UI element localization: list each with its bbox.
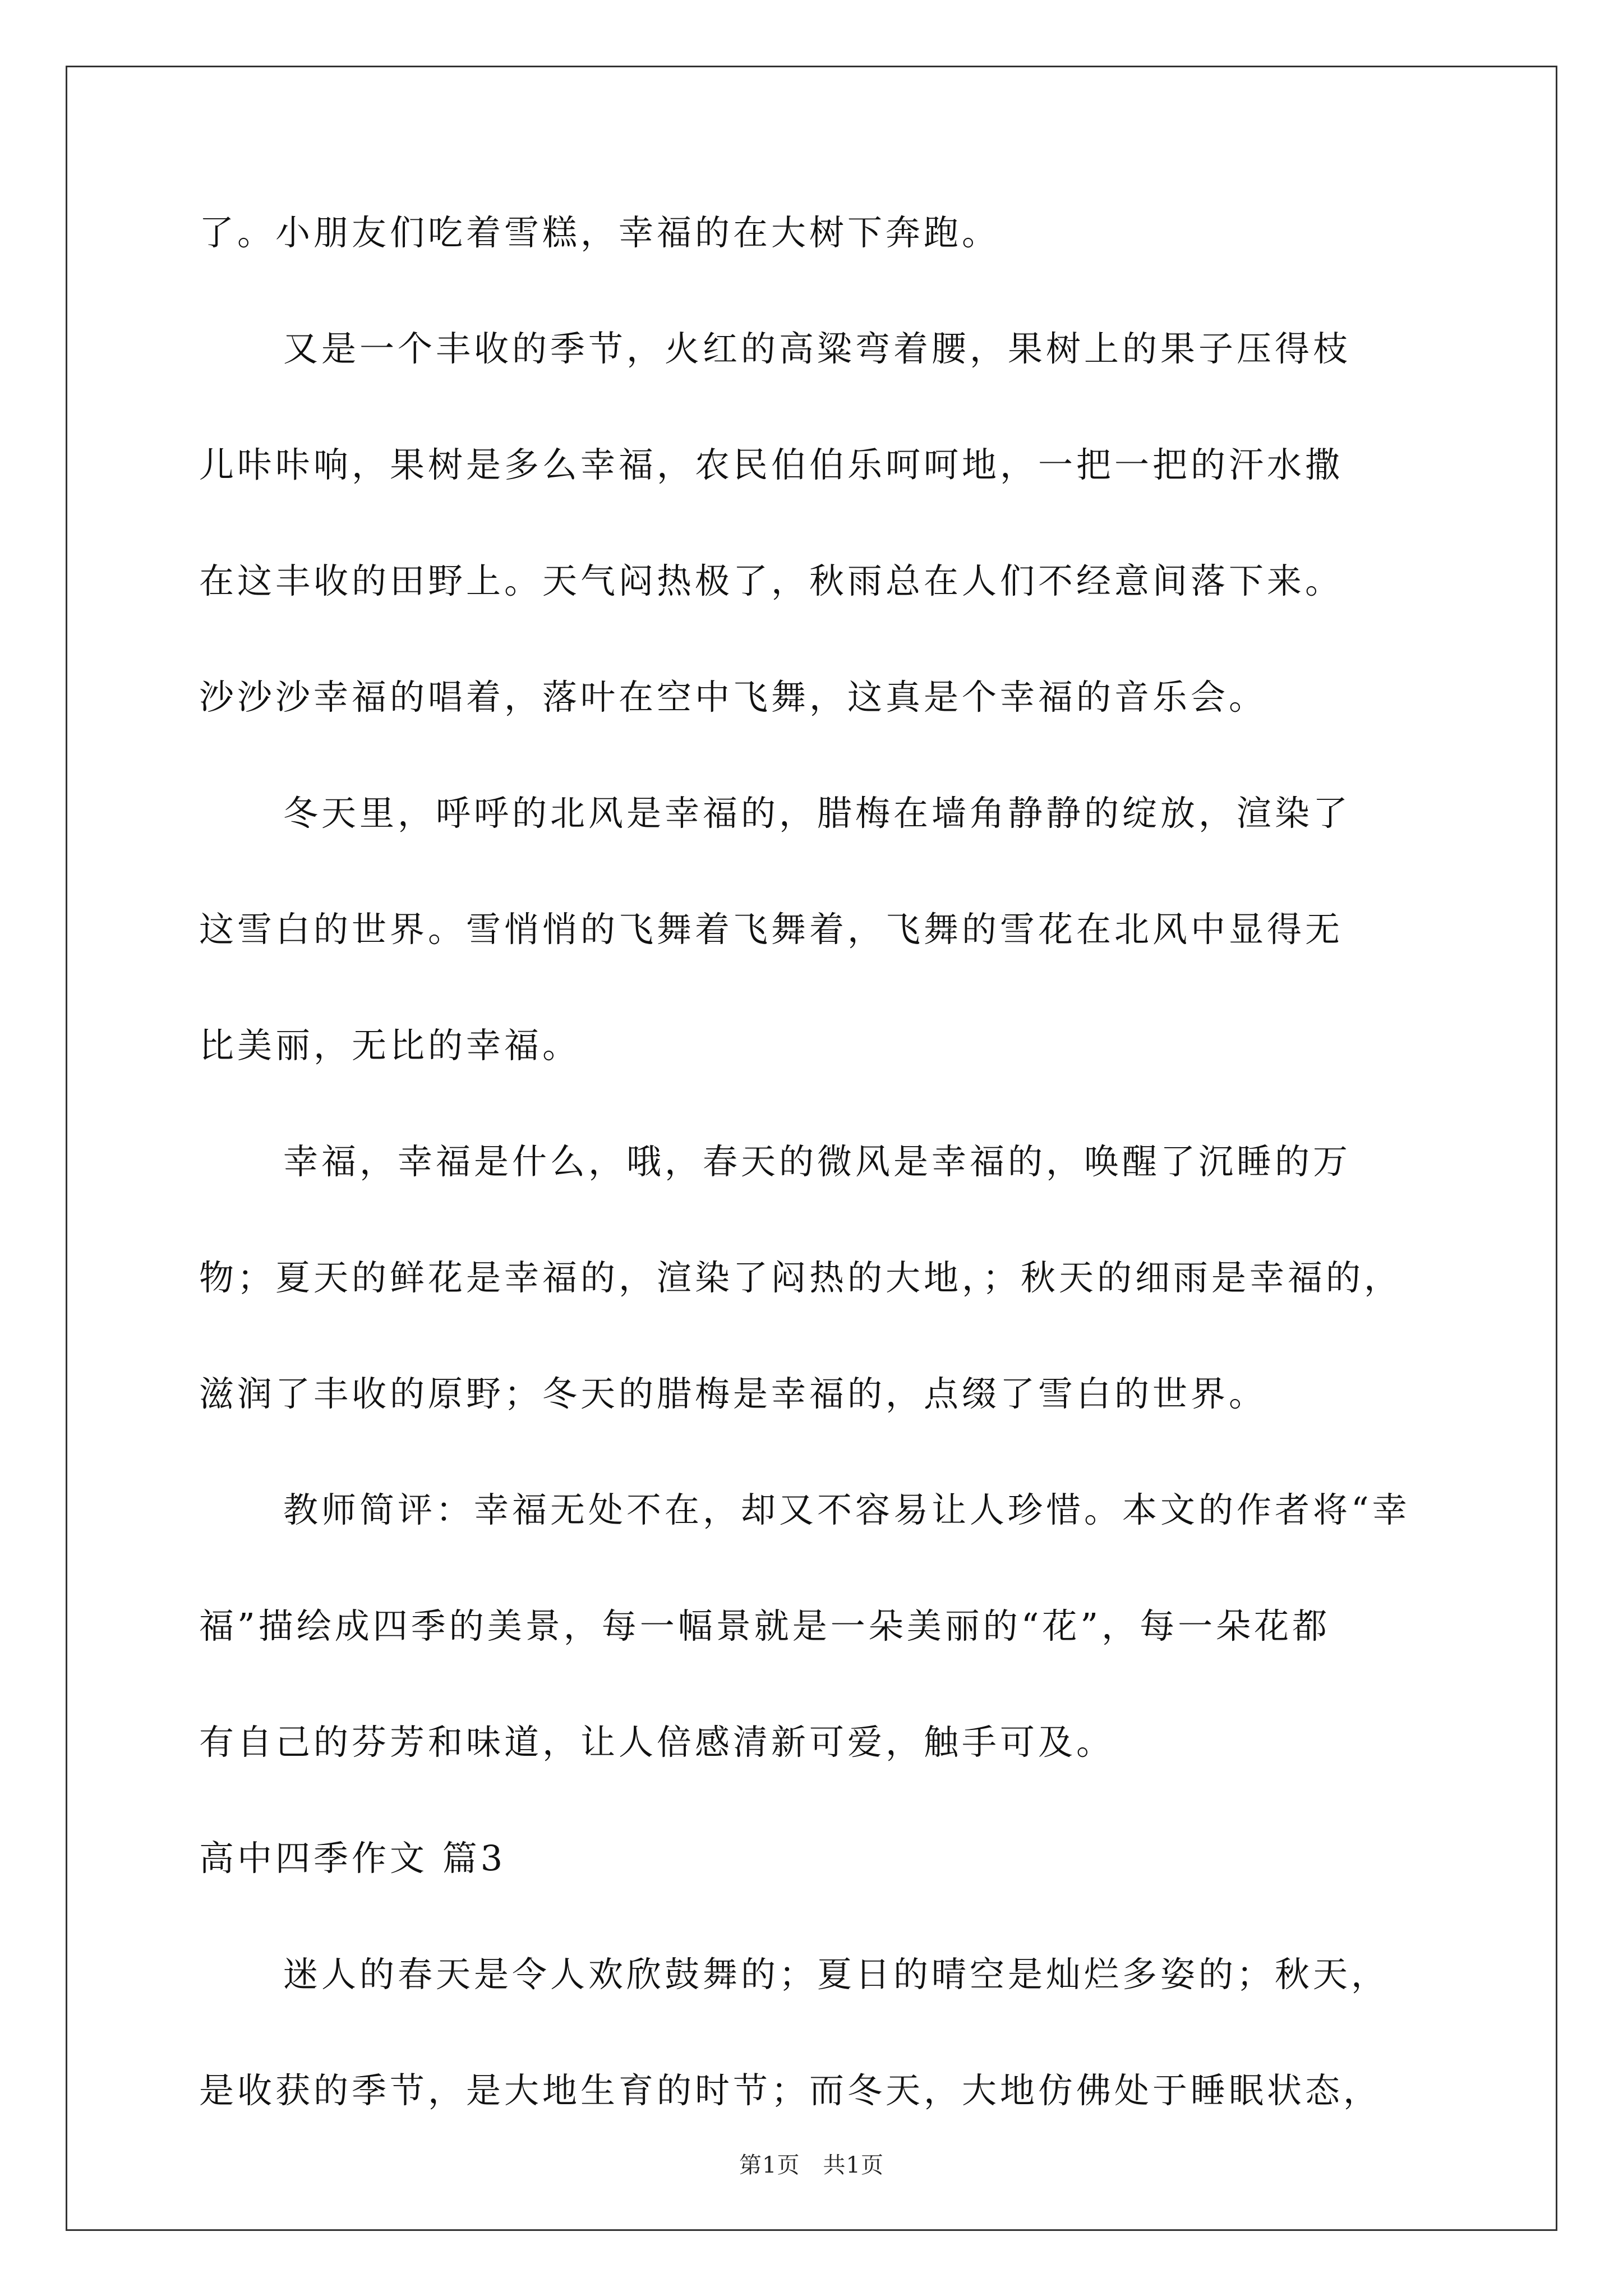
paragraph-start-line: 又是一个丰收的季节，火红的高粱弯着腰，果树上的果子压得枝 bbox=[283, 328, 1352, 369]
text-line: 比美丽，无比的幸福。 bbox=[199, 1025, 581, 1066]
text-line: 是收获的季节，是大地生育的时节；而冬天，大地仿佛处于睡眠状态， bbox=[199, 2070, 1382, 2111]
paragraph-start-line: 教师简评：幸福无处不在，却又不容易让人珍惜。本文的作者将“幸 bbox=[283, 1489, 1410, 1530]
text-line: 物；夏天的鲜花是幸福的，渲染了闷热的大地，；秋天的细雨是幸福的， bbox=[199, 1257, 1403, 1298]
text-line: 这雪白的世界。雪悄悄的飞舞着飞舞着，飞舞的雪花在北风中显得无 bbox=[199, 909, 1344, 950]
paragraph-start-line: 幸福，幸福是什么，哦，春天的微风是幸福的，唤醒了沉睡的万 bbox=[283, 1141, 1352, 1182]
text-line: 在这丰收的田野上。天气闷热极了，秋雨总在人们不经意间落下来。 bbox=[199, 560, 1344, 601]
text-line: 福”描绘成四季的美景，每一幅景就是一朵美丽的“花”，每一朵花都 bbox=[199, 1605, 1331, 1646]
paragraph-start-line: 迷人的春天是令人欢欣鼓舞的；夏日的晴空是灿烂多姿的；秋天， bbox=[283, 1954, 1390, 1995]
text-line: 沙沙沙幸福的唱着，落叶在空中飞舞，这真是个幸福的音乐会。 bbox=[199, 677, 1267, 717]
section-heading: 高中四季作文 篇3 bbox=[199, 1838, 506, 1879]
page-number-footer: 第1页 共1页 bbox=[739, 2152, 884, 2178]
text-line: 滋润了丰收的原野；冬天的腊梅是幸福的，点缀了雪白的世界。 bbox=[199, 1373, 1267, 1414]
text-line: 儿咔咔响，果树是多么幸福，农民伯伯乐呵呵地，一把一把的汗水撒 bbox=[199, 444, 1344, 485]
text-line: 了。小朋友们吃着雪糕，幸福的在大树下奔跑。 bbox=[199, 212, 1000, 253]
paragraph-start-line: 冬天里，呼呼的北风是幸福的，腊梅在墙角静静的绽放，渲染了 bbox=[283, 793, 1352, 834]
text-line: 有自己的芬芳和味道，让人倍感清新可爱，触手可及。 bbox=[199, 1722, 1115, 1763]
